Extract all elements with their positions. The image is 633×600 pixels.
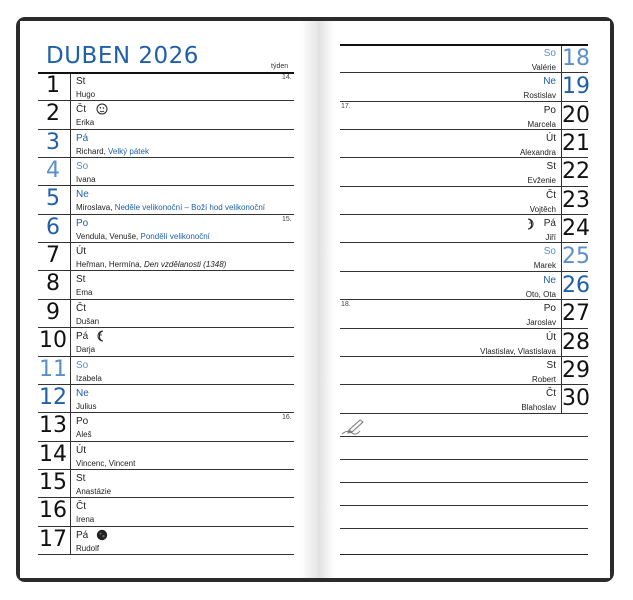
day-separator-line <box>38 384 294 385</box>
day-number: 29 <box>562 357 590 383</box>
day-number: 15 <box>39 469 67 495</box>
right-gutter-shade <box>318 21 334 578</box>
day-separator-line <box>38 327 294 328</box>
left-page <box>20 21 318 578</box>
name-day-text: Richard, <box>76 146 106 156</box>
day-separator-line <box>340 384 588 385</box>
day-of-week: Čt <box>76 104 86 116</box>
day-of-week: Čt <box>76 302 86 314</box>
notes-line <box>340 482 588 483</box>
name-day-text: Ema <box>76 288 93 298</box>
day-separator-line <box>340 328 588 329</box>
day-of-week: Pá <box>543 218 556 230</box>
day-separator-line <box>38 497 294 498</box>
day-number: 16 <box>39 498 67 524</box>
day-of-week: St <box>76 274 86 286</box>
name-day-text: Ivana <box>76 175 96 185</box>
right-page <box>318 21 610 578</box>
name-day <box>76 345 95 354</box>
name-day-text: Izabela <box>76 373 102 383</box>
holiday-text: Neděle velikonoční – Boží hod velikonoční <box>114 203 266 213</box>
day-number: 20 <box>562 102 590 128</box>
name-day <box>76 118 94 127</box>
day-of-week: So <box>76 359 89 371</box>
name-day: Jaroslav <box>526 318 556 328</box>
name-day-text: Anastázie <box>76 486 112 496</box>
name-day-text: Irena <box>76 515 95 525</box>
name-day: Vojtěch <box>529 204 556 214</box>
notes-line <box>340 505 588 506</box>
name-day-text: Vendula, Venuše, <box>76 231 139 241</box>
week-number: 14. <box>282 74 292 81</box>
new-moon-icon <box>96 529 108 541</box>
day-number: 10 <box>39 328 67 354</box>
name-day <box>76 317 99 326</box>
week-number: 17. <box>341 102 351 110</box>
holiday-text: Velký pátek <box>108 146 149 156</box>
day-separator-line <box>38 100 294 101</box>
name-day: Alexandra <box>519 148 556 158</box>
day-of-week: St <box>546 161 556 173</box>
day-number: 25 <box>562 244 590 270</box>
day-separator-line <box>340 44 588 46</box>
day-of-week: St <box>76 472 86 484</box>
day-number: 24 <box>562 216 590 242</box>
day-number: 14 <box>39 441 67 467</box>
day-number: 30 <box>562 386 590 412</box>
day-separator-line <box>38 242 294 243</box>
name-day <box>76 203 265 212</box>
name-day: Marek <box>533 261 556 271</box>
month-title: DUBEN 2026 <box>46 43 199 69</box>
day-of-week: Pá <box>76 331 89 343</box>
name-day: Rostislav <box>523 91 556 101</box>
day-separator-line <box>340 214 588 215</box>
name-day-text: Vincenc, Vincent <box>76 458 136 468</box>
name-day-text: Dušan <box>76 316 100 326</box>
name-day: Vlastislav, Vlastislava <box>480 346 556 356</box>
name-day-text: Julius <box>76 401 97 411</box>
week-label: týden <box>271 63 289 70</box>
name-day <box>76 430 92 439</box>
day-separator-line <box>38 129 294 130</box>
day-separator-line <box>38 72 294 74</box>
memorial-day-text: Den vzdělanosti (1348) <box>144 260 227 270</box>
left-number-divider <box>70 72 71 554</box>
day-number: 27 <box>562 301 590 327</box>
day-separator-line <box>38 356 294 357</box>
day-of-week: Ne <box>543 76 556 88</box>
day-of-week: St <box>546 359 556 371</box>
name-day: Jiří <box>545 233 556 243</box>
day-number: 1 <box>46 73 60 98</box>
day-of-week: So <box>543 246 556 258</box>
day-number: 9 <box>46 299 60 325</box>
day-number: 21 <box>562 131 590 157</box>
name-day <box>76 260 226 269</box>
name-day-text: Hugo <box>76 90 96 99</box>
day-separator-line <box>38 526 294 527</box>
name-day <box>76 459 135 468</box>
notes-line <box>340 528 588 529</box>
day-separator-line <box>340 157 588 158</box>
day-number: 7 <box>46 243 60 269</box>
day-of-week: Čt <box>546 388 556 400</box>
day-separator-line <box>38 270 294 271</box>
day-of-week: Ne <box>543 274 556 286</box>
day-number: 11 <box>39 356 67 382</box>
day-separator-line <box>340 299 588 300</box>
day-separator-line <box>38 214 294 215</box>
name-day-text: Heřman, Hermína, <box>76 260 142 270</box>
name-day-text: Erika <box>76 118 95 128</box>
name-day: Blahoslav <box>521 403 556 413</box>
day-separator-line <box>340 129 588 130</box>
day-of-week: Út <box>546 133 556 145</box>
day-of-week: Čt <box>546 189 556 201</box>
name-day: Evženie <box>527 176 556 186</box>
day-of-week: Pá <box>76 529 89 541</box>
day-of-week: Po <box>543 303 556 315</box>
day-separator-line <box>38 412 294 413</box>
day-of-week: Út <box>546 331 556 343</box>
day-separator-line <box>340 72 588 73</box>
name-day-text: Darja <box>76 345 96 355</box>
name-day: Marcela <box>527 119 556 129</box>
day-separator-line <box>340 101 588 102</box>
day-of-week: Čt <box>76 501 86 513</box>
day-of-week: St <box>76 76 86 87</box>
day-separator-line <box>340 271 588 272</box>
day-number: 3 <box>46 129 60 155</box>
day-of-week: Po <box>543 104 556 116</box>
name-day: Valérie <box>531 63 556 72</box>
name-day <box>76 147 149 156</box>
day-separator-line <box>340 413 588 414</box>
day-number: 6 <box>46 214 60 240</box>
day-number: 22 <box>562 159 590 185</box>
name-day <box>76 90 95 99</box>
day-of-week: Út <box>76 444 86 456</box>
day-number: 4 <box>46 158 60 184</box>
day-number: 2 <box>46 101 60 127</box>
day-separator-line <box>38 299 294 300</box>
name-day <box>76 374 102 383</box>
name-day <box>76 487 111 496</box>
notes-line <box>340 436 588 437</box>
first-moon-icon <box>523 218 535 230</box>
name-day: Robert <box>531 374 556 384</box>
name-day-text: Rudolf <box>76 543 100 553</box>
day-number: 19 <box>562 74 590 100</box>
day-separator-line <box>38 185 294 186</box>
day-separator-line <box>38 157 294 158</box>
day-number: 26 <box>562 272 590 298</box>
day-number: 23 <box>562 187 590 213</box>
day-separator-line <box>38 469 294 470</box>
name-day <box>76 232 210 241</box>
name-day <box>76 544 99 553</box>
name-day <box>76 515 94 524</box>
full-moon-icon <box>96 103 108 115</box>
day-of-week: Po <box>76 217 89 229</box>
day-number: 28 <box>562 329 590 355</box>
day-number: 18 <box>562 46 590 71</box>
day-separator-line <box>340 242 588 243</box>
name-day-text: Aleš <box>76 430 92 440</box>
holiday-text: Pondělí velikonoční <box>140 231 210 241</box>
day-number: 13 <box>39 413 67 439</box>
notes-bottom-line <box>340 554 588 555</box>
name-day-text: Miroslava, <box>76 203 113 213</box>
day-separator-line <box>340 186 588 187</box>
day-number: 5 <box>46 186 60 212</box>
pen-writing-icon <box>340 417 366 437</box>
day-of-week: Ne <box>76 189 89 201</box>
day-of-week: So <box>543 48 556 59</box>
name-day <box>76 175 96 184</box>
day-separator-line <box>38 441 294 442</box>
day-of-week: Út <box>76 246 86 258</box>
day-number: 8 <box>46 271 60 297</box>
day-of-week: Pá <box>76 132 89 144</box>
name-day <box>76 288 92 297</box>
day-separator-line <box>38 554 294 555</box>
week-number: 16. <box>282 414 292 422</box>
notes-line <box>340 459 588 460</box>
name-day <box>76 402 96 411</box>
day-number: 12 <box>39 384 67 410</box>
left-gutter-shade <box>300 21 318 578</box>
day-number: 17 <box>39 526 67 552</box>
day-separator-line <box>340 356 588 357</box>
name-day: Oto, Ota <box>525 289 556 299</box>
day-of-week: Po <box>76 416 89 428</box>
week-number: 18. <box>341 301 351 309</box>
day-of-week: Ne <box>76 387 89 399</box>
day-of-week: So <box>76 161 89 173</box>
last-moon-icon <box>96 330 108 342</box>
week-number: 15. <box>282 215 292 223</box>
